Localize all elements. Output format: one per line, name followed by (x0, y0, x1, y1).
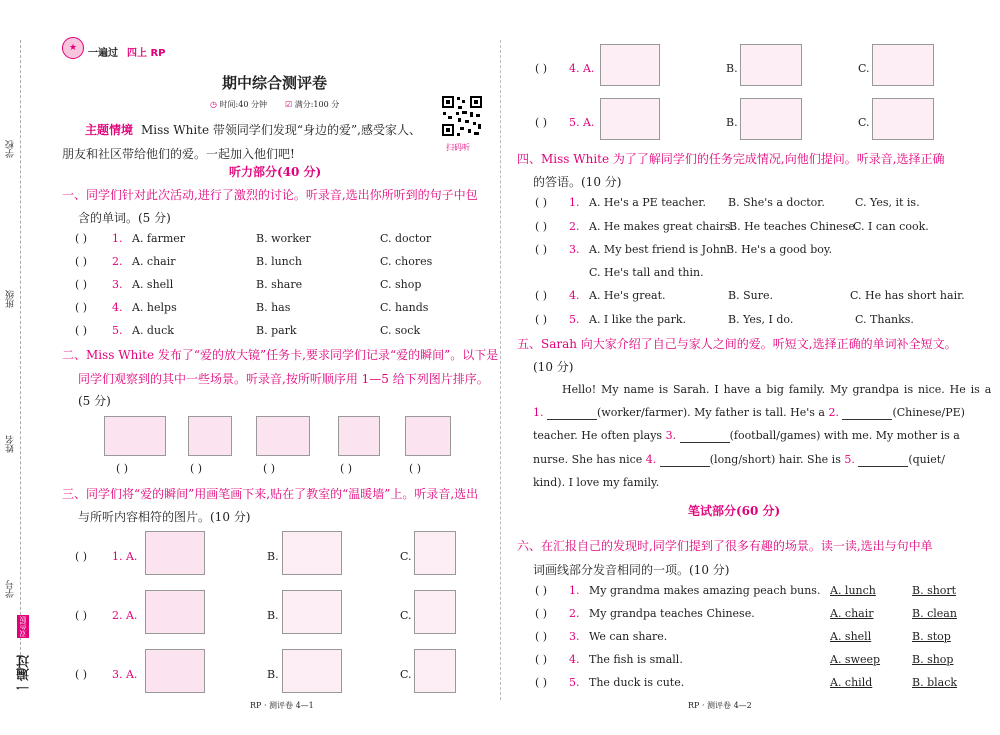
s5-line-1: Hello! My name is Sarah. I have a big family. My grandpa is nice. He is a (562, 383, 992, 396)
s6-sentence: We can share. (589, 630, 668, 643)
qr-label: 扫码听 (446, 143, 470, 152)
s1-option-c[interactable]: C. sock (380, 324, 421, 337)
spine-label-school: 学校 (6, 140, 16, 158)
s1-option-c[interactable]: C. shop (380, 278, 422, 291)
s3-heading-1: 三、同学们将“爱的瞬间”用画笔画下来,贴在了教室的“温暖墙”上。听录音,选出 (62, 487, 479, 501)
s4-option-b[interactable]: B. Yes, I do. (728, 313, 794, 326)
intro-text1: Miss White 带领同学们发现“身边的爱”,感受家人、 (141, 123, 421, 137)
s3-picture-c[interactable] (414, 590, 456, 634)
s5-line-2 (533, 406, 965, 420)
s4-answer-paren[interactable]: ( ) (535, 243, 548, 256)
s3-item-number: 3. A. (112, 668, 138, 681)
footer-left: RP · 测评卷 4—1 (250, 701, 314, 710)
s6-option-a ul[interactable]: A. chair (830, 607, 874, 620)
s3-label-b: B. (726, 116, 738, 129)
s5-line-3b: (football/games) with me. My mother is a (729, 429, 960, 442)
spine-label-number: 学号 (6, 580, 16, 598)
s3-answer-paren[interactable]: ( ) (75, 668, 88, 681)
s3-picture-b[interactable] (740, 98, 802, 140)
s5-line-4a: nurse. She has nice (533, 453, 643, 466)
s4-item-number: 4. (569, 289, 580, 302)
s3-label-c: C. (858, 62, 870, 75)
s5-line-4c: (quiet/ (908, 453, 945, 466)
s1-option-b[interactable]: B. worker (256, 232, 311, 245)
s1-option-c[interactable]: C. chores (380, 255, 433, 268)
s1-option-a[interactable]: A. helps (132, 301, 177, 314)
s6-item-number: 2. (569, 607, 580, 620)
s4-item-number: 5. (569, 313, 580, 326)
s4-option-c[interactable]: C. Thanks. (855, 313, 914, 326)
s6-sentence: My grandpa teaches Chinese. (589, 607, 755, 620)
s4-heading-1: 四、Miss White 为了了解同学们的任务完成情况,向他们提问。听录音,选择正确 (517, 152, 945, 166)
blank-5[interactable] (858, 455, 908, 467)
s4-answer-paren[interactable]: ( ) (535, 196, 548, 209)
s5-line-3 (533, 429, 960, 443)
s2-answer-3[interactable]: ( ) (263, 462, 276, 475)
s6-item-number: 5. (569, 676, 580, 689)
s3-picture-c[interactable] (872, 98, 934, 140)
s5-line-3a: teacher. He often plays (533, 429, 663, 442)
s1-option-c[interactable]: C. hands (380, 301, 429, 314)
s2-heading-1: 二、Miss White 发布了“爱的放大镜”任务卡,要求同学们记录“爱的瞬间”。以下是 (62, 348, 499, 362)
spine-label-class: 班级 (6, 290, 16, 308)
s3-label-b: B. (267, 550, 279, 563)
s1-heading-1: 一、同学们针对此次活动,进行了激烈的讨论。听录音,选出你所听到的句子中包 (62, 188, 478, 202)
s3-label-b: B. (267, 668, 279, 681)
s3-answer-paren[interactable]: ( ) (535, 116, 548, 129)
s4-item-3-option-c[interactable]: C. He's tall and thin. (589, 266, 704, 279)
blank-number-4: 4. (645, 453, 657, 466)
s1-item-number: 5. (112, 324, 123, 337)
s4-option-b[interactable]: B. She's a doctor. (728, 196, 825, 209)
s6-option-b ul[interactable]: B. clean (912, 607, 957, 620)
s3-answer-paren[interactable]: ( ) (75, 550, 88, 563)
s3-answer-paren[interactable]: ( ) (75, 609, 88, 622)
s3-picture-c[interactable] (414, 649, 456, 693)
s6-answer-paren[interactable]: ( ) (535, 630, 548, 643)
s1-item-number: 4. (112, 301, 123, 314)
intro-label: 主题情境 (85, 123, 134, 137)
s4-option-c[interactable]: C. He has short hair. (850, 289, 965, 302)
spine-sub: 双色版 (19, 616, 27, 637)
s6-answer-paren[interactable]: ( ) (535, 584, 548, 597)
s1-option-a[interactable]: A. duck (132, 324, 174, 337)
s6-option-a ul[interactable]: A. shell (830, 630, 872, 643)
blank-number-2: 2. (828, 406, 839, 419)
page-divider (500, 40, 501, 700)
s3-picture-b[interactable] (282, 649, 342, 693)
s3-label-c: C. (400, 609, 412, 622)
s3-picture-a[interactable] (145, 531, 205, 575)
blank-3[interactable] (680, 431, 730, 443)
listening-title: 听力部分(40 分) (229, 165, 322, 179)
s6-option-b ul[interactable]: B. shop (912, 653, 954, 666)
s5-line-5: kind). I love my family. (533, 476, 660, 489)
s6-sentence: The duck is cute. (589, 676, 685, 689)
s4-answer-paren[interactable]: ( ) (535, 313, 548, 326)
s6-item-number: 3. (569, 630, 580, 643)
s4-option-b[interactable]: B. He teaches Chinese. (729, 220, 859, 233)
s3-label-b: B. (726, 62, 738, 75)
s1-answer-paren[interactable]: ( ) (75, 324, 88, 337)
s6-option-a ul[interactable]: A. child (830, 676, 873, 689)
s6-answer-paren[interactable]: ( ) (535, 676, 548, 689)
s4-item-number: 3. (569, 243, 580, 256)
writing-title: 笔试部分(60 分) (688, 504, 781, 518)
spine-label-name: 姓名 (6, 435, 16, 453)
s4-option-a[interactable]: A. My best friend is John. (589, 243, 731, 256)
s4-option-a[interactable]: A. He's great. (589, 289, 666, 302)
s1-answer-paren[interactable]: ( ) (75, 232, 88, 245)
blank-4[interactable] (660, 455, 710, 467)
s1-option-b[interactable]: B. lunch (256, 255, 303, 268)
s3-picture-b[interactable] (282, 531, 342, 575)
s2-picture-5 (405, 416, 451, 456)
s3-picture-b[interactable] (282, 590, 342, 634)
s1-heading-2: 含的单词。(5 分) (78, 211, 171, 225)
blank-1[interactable] (547, 408, 597, 420)
s6-answer-paren[interactable]: ( ) (535, 653, 548, 666)
s3-item-number: 2. A. (112, 609, 138, 622)
s4-item-number: 2. (569, 220, 580, 233)
s4-item-number: 1. (569, 196, 580, 209)
s2-answer-1[interactable]: ( ) (116, 462, 129, 475)
blank-number-5: 5. (844, 453, 855, 466)
s2-picture-4 (338, 416, 380, 456)
s1-option-b[interactable]: B. has (256, 301, 291, 314)
blank-number-3: 3. (665, 429, 677, 442)
s1-answer-paren[interactable]: ( ) (75, 301, 88, 314)
s3-label-c: C. (400, 550, 412, 563)
s4-option-a[interactable]: A. I like the park. (589, 313, 687, 326)
s3-picture-a[interactable] (600, 44, 660, 86)
s3-picture-c[interactable] (872, 44, 934, 86)
s3-picture-a[interactable] (145, 590, 205, 634)
s1-option-a[interactable]: A. chair (132, 255, 176, 268)
s2-heading-3: (5 分) (78, 394, 111, 408)
s1-option-c[interactable]: C. doctor (380, 232, 432, 245)
intro-line1 (85, 121, 421, 138)
brand-name: 一遍过 (88, 48, 118, 59)
s2-picture-2 (188, 416, 232, 456)
brand-logo: ★ (62, 37, 84, 59)
s6-item-number: 4. (569, 653, 580, 666)
s6-option-a ul[interactable]: A. lunch (830, 584, 876, 597)
s6-heading-1: 六、在汇报自己的发现时,同学们提到了很多有趣的场景。读一读,选出与句中单 (517, 539, 933, 553)
s6-sentence: The fish is small. (589, 653, 683, 666)
s4-answer-paren[interactable]: ( ) (535, 289, 548, 302)
s1-answer-paren[interactable]: ( ) (75, 278, 88, 291)
s6-option-b ul[interactable]: B. short (912, 584, 957, 597)
s3-item-number: 1. A. (112, 550, 138, 563)
spine (0, 0, 40, 735)
s1-item-number: 2. (112, 255, 123, 268)
s4-option-a[interactable]: A. He makes great chairs. (589, 220, 734, 233)
s3-picture-b[interactable] (740, 44, 802, 86)
blank-2[interactable] (842, 408, 892, 420)
s6-heading-2: 词画线部分发音相同的一项。(10 分) (533, 563, 730, 577)
s1-item-number: 3. (112, 278, 123, 291)
grade-label: 四上 RP (127, 48, 166, 59)
s1-option-a[interactable]: A. farmer (132, 232, 186, 245)
s5-heading-1: 五、Sarah 向大家介绍了自己与家人之间的爱。听短文,选择正确的单词补全短文。 (517, 337, 957, 351)
s5-line-4 (533, 453, 945, 467)
s4-option-a[interactable]: A. He's a PE teacher. (589, 196, 706, 209)
s6-option-b ul[interactable]: B. stop (912, 630, 951, 643)
s3-heading-2: 与所听内容相符的图片。(10 分) (78, 510, 251, 524)
s6-item-number: 1. (569, 584, 580, 597)
s4-answer-paren[interactable]: ( ) (535, 220, 548, 233)
s2-picture-3 (256, 416, 310, 456)
s2-answer-5[interactable]: ( ) (409, 462, 422, 475)
time-text: 时间:40 分钟 (219, 100, 267, 109)
s4-option-b[interactable]: B. He's a good boy. (726, 243, 833, 256)
s3-label-c: C. (858, 116, 870, 129)
s6-option-b ul[interactable]: B. black (912, 676, 958, 689)
s2-answer-2[interactable]: ( ) (190, 462, 203, 475)
score-meta: ☑ 满分:100 分 (285, 100, 340, 109)
s3-label-b: B. (267, 609, 279, 622)
s3-picture-a[interactable] (600, 98, 660, 140)
s3-item-number: 5. A. (569, 116, 595, 129)
s4-heading-2: 的答语。(10 分) (533, 175, 622, 189)
s1-answer-paren[interactable]: ( ) (75, 255, 88, 268)
s3-picture-a[interactable] (145, 649, 205, 693)
s5-line-2a: (worker/farmer). My father is tall. He's a (597, 406, 825, 419)
page-title: 期中综合测评卷 (222, 74, 328, 92)
s1-item-number: 1. (112, 232, 123, 245)
intro-line2: 朋友和社区带给他们的爱。一起加入他们吧! (62, 147, 295, 161)
s2-answer-4[interactable]: ( ) (340, 462, 353, 475)
s1-option-a[interactable]: A. shell (132, 278, 174, 291)
s4-option-b[interactable]: B. Sure. (728, 289, 773, 302)
s1-option-b[interactable]: B. park (256, 324, 297, 337)
s5-line-2b: (Chinese/PE) (892, 406, 965, 419)
spine-brand: 一遍过 (17, 655, 32, 694)
qr-code[interactable] (440, 94, 484, 138)
s5-line-4b: (long/short) hair. She is (709, 453, 841, 466)
s3-label-c: C. (400, 668, 412, 681)
s6-option-a ul[interactable]: A. sweep (830, 653, 881, 666)
score-text: 满分:100 分 (294, 100, 340, 109)
s4-option-c[interactable]: C. Yes, it is. (855, 196, 920, 209)
s2-heading-2: 同学们观察到的其中一些场景。听录音,按所听顺序用 1—5 给下列图片排序。 (78, 372, 489, 386)
s6-answer-paren[interactable]: ( ) (535, 607, 548, 620)
s6-sentence: My grandma makes amazing peach buns. (589, 584, 821, 597)
footer-right: RP · 测评卷 4—2 (688, 701, 752, 710)
s3-picture-c[interactable] (414, 531, 456, 575)
s3-answer-paren[interactable]: ( ) (535, 62, 548, 75)
s4-option-c[interactable]: C. I can cook. (853, 220, 929, 233)
s3-item-number: 4. A. (569, 62, 595, 75)
s1-option-b[interactable]: B. share (256, 278, 303, 291)
s5-heading-2: (10 分) (533, 360, 574, 374)
time-meta: ◷ 时间:40 分钟 (210, 100, 267, 109)
s2-picture-1 (104, 416, 166, 456)
blank-number-1: 1. (533, 406, 544, 419)
